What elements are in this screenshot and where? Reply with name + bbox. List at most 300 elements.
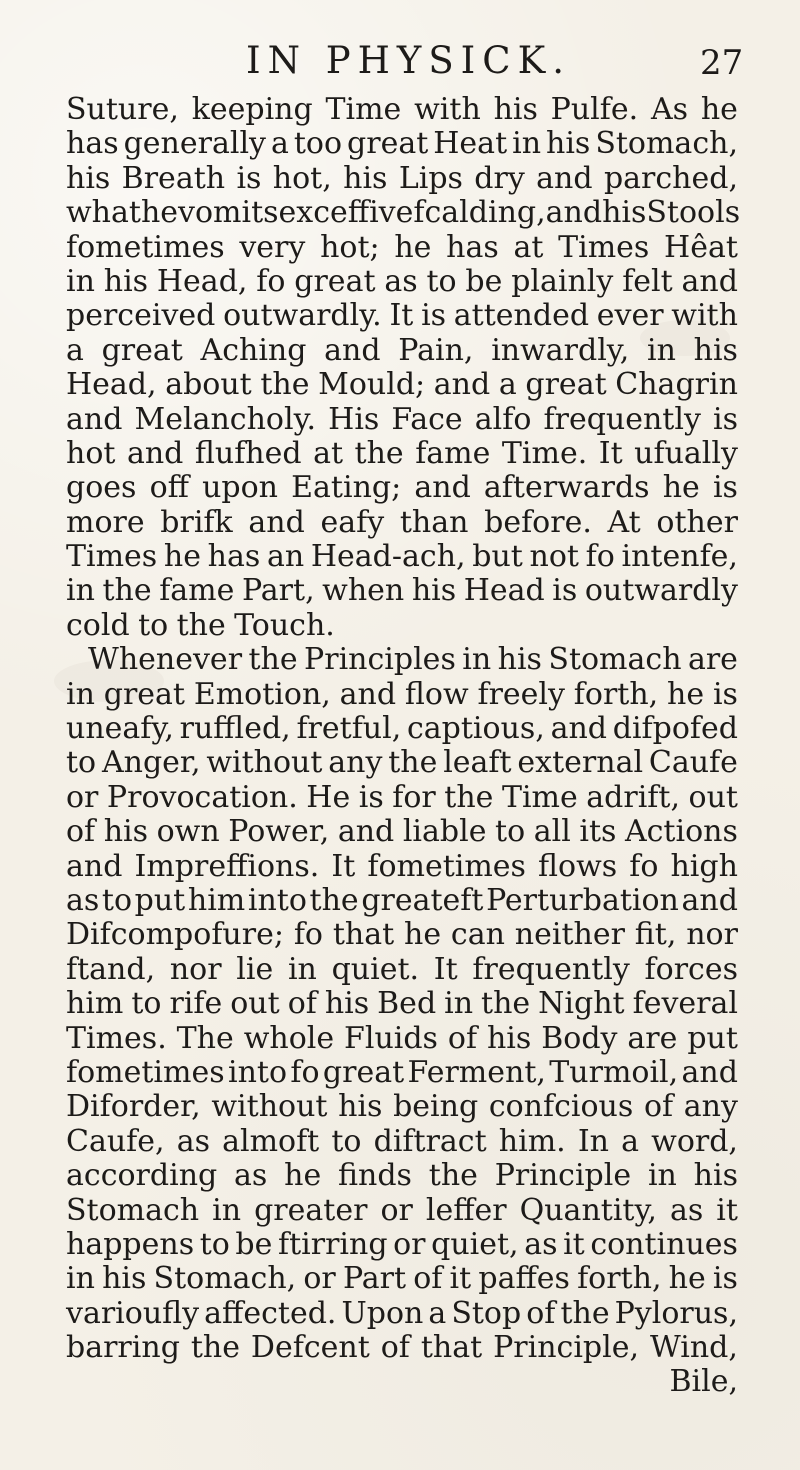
word: confcious (488, 1089, 634, 1125)
word: about (165, 367, 252, 403)
word: but (472, 539, 523, 575)
word: his (338, 1089, 383, 1125)
word: to (495, 814, 526, 850)
word: to (426, 263, 457, 299)
word: Head (463, 573, 545, 609)
word: any (328, 745, 383, 781)
word: being (393, 1089, 479, 1125)
word: of (287, 986, 317, 1022)
word: Ferment, (407, 1054, 546, 1090)
word: Part (342, 1261, 407, 1297)
word: Caufe, (66, 1123, 165, 1159)
word: fometimes (367, 848, 526, 884)
word: great (525, 367, 607, 403)
word: outwardly. (223, 298, 382, 334)
word: freely (477, 676, 565, 712)
running-head (0, 39, 800, 94)
word: leffer (425, 1192, 507, 1228)
word: fometimes (66, 1054, 225, 1090)
word: or (303, 1261, 336, 1297)
word: in (212, 1192, 242, 1228)
word: his (103, 814, 149, 850)
word: as (670, 1192, 704, 1228)
text-line (66, 781, 738, 815)
word: Stomach (548, 642, 682, 678)
word: fo (629, 848, 659, 884)
word: in (512, 126, 542, 162)
word: Stools (646, 195, 741, 231)
word: Actions (624, 814, 738, 850)
word: be (235, 1226, 273, 1262)
word: greater (254, 1192, 368, 1228)
word: with (671, 298, 738, 334)
word: at (313, 435, 344, 471)
word: he (394, 229, 432, 265)
word: his (493, 92, 538, 127)
text-line (66, 334, 738, 368)
word: hot, (272, 160, 332, 196)
word: Stomach, (153, 1261, 297, 1297)
word: Provocation. (106, 779, 298, 815)
text-line (66, 127, 738, 161)
word: to (138, 607, 169, 643)
text-line (66, 368, 738, 402)
word: more (66, 504, 145, 540)
word: or (393, 1226, 426, 1262)
word: great (322, 1054, 405, 1090)
text-line (66, 540, 738, 574)
text-line (66, 953, 738, 987)
word: varioufly (66, 1295, 200, 1331)
word: and (414, 470, 471, 506)
word: in (66, 573, 95, 609)
word: difpofed (612, 711, 738, 747)
word: It (433, 951, 458, 987)
word: too (293, 126, 343, 162)
word: and (545, 195, 603, 231)
word: when (322, 573, 405, 609)
word: and (337, 814, 395, 850)
word: of (643, 1089, 674, 1125)
word: captious, (406, 711, 545, 747)
word: with (414, 92, 481, 127)
word: what (66, 195, 141, 231)
word: Times (558, 229, 650, 265)
text-line (66, 1056, 738, 1090)
word: Quantity, (519, 1192, 657, 1228)
word: the (560, 1295, 610, 1331)
word: keeping (191, 92, 313, 127)
word: frequently (472, 951, 630, 987)
word: Suture, (66, 92, 179, 127)
word: a (498, 367, 517, 403)
word: of (447, 1020, 478, 1056)
word: is (358, 779, 384, 815)
word: fcalding, (413, 195, 546, 231)
catchword (66, 1365, 738, 1399)
word: cold (66, 607, 130, 643)
word: quiet, (431, 1226, 519, 1262)
word: without (206, 745, 323, 781)
word: he (163, 539, 201, 575)
text-line (66, 574, 738, 608)
word: it (563, 1226, 585, 1262)
word: uneafy, (66, 711, 174, 747)
word: has (446, 229, 499, 265)
word: Perturbation (486, 882, 679, 918)
word: forth, (573, 676, 659, 712)
word: liable (402, 814, 487, 850)
word: a (428, 1295, 447, 1331)
word: nor (686, 917, 738, 953)
text-line (66, 609, 738, 643)
word: perceived (66, 298, 216, 334)
word: without (211, 1089, 328, 1125)
page-number: 27 (700, 43, 744, 83)
word: all (533, 814, 571, 850)
word: according (66, 1158, 218, 1194)
word: he (662, 470, 700, 506)
word: felt (622, 263, 673, 299)
word: afterwards (483, 470, 650, 506)
text-line (66, 265, 738, 299)
text-line (66, 437, 738, 471)
word: any (683, 1089, 738, 1125)
word: in (66, 263, 95, 299)
word: fit, (634, 917, 677, 953)
text-line (66, 918, 738, 952)
word: paffes (478, 1261, 570, 1297)
word: Breath (121, 160, 226, 196)
text-line (66, 1331, 738, 1365)
word: upon (202, 470, 278, 506)
word: Principle (494, 1158, 632, 1194)
word: his (66, 160, 111, 196)
word: and (66, 848, 123, 884)
word: in (444, 986, 474, 1022)
word: Diforder, (66, 1089, 201, 1125)
word: in (647, 332, 676, 368)
text-line (66, 299, 738, 333)
word: quiet. (331, 951, 420, 987)
word: Bed (377, 986, 437, 1022)
word: as (524, 1226, 558, 1262)
word: ftirring (277, 1226, 388, 1262)
word: him (66, 986, 124, 1022)
word: ruffled, (179, 711, 291, 747)
text-line (66, 506, 738, 540)
word: Time (501, 779, 578, 815)
text-line (66, 1228, 738, 1262)
word: Stop (451, 1295, 522, 1331)
word: he (668, 1261, 706, 1297)
word: fo (290, 1054, 320, 1090)
word: Eating; (291, 470, 402, 506)
word: is (236, 160, 262, 196)
word: the (428, 1158, 478, 1194)
word: the (354, 435, 404, 471)
word: Time (325, 92, 402, 127)
word: as (384, 263, 418, 299)
word: Hêat (664, 229, 738, 265)
word: his (497, 642, 542, 678)
word: the (481, 986, 531, 1022)
word: that (420, 1330, 483, 1366)
word: finds (338, 1158, 412, 1194)
word: he (404, 917, 442, 953)
word: plainly (511, 263, 614, 299)
word: ufually (634, 435, 738, 471)
word: Defcent (250, 1330, 370, 1366)
word: Principles (304, 642, 456, 678)
word: him. (498, 1123, 566, 1159)
word: Difcompofure; (66, 917, 284, 953)
word: his (102, 1261, 147, 1297)
word: the (388, 745, 438, 781)
word: is (552, 573, 578, 609)
body-text (66, 92, 741, 1400)
text-line (66, 815, 738, 849)
word: him (187, 882, 246, 918)
word: to (101, 882, 133, 918)
word: Body (541, 1020, 618, 1056)
word: Face (391, 401, 463, 437)
word: for (392, 779, 436, 815)
word: barring (66, 1330, 180, 1366)
word: At (607, 504, 641, 540)
word: Turmoil, (549, 1054, 679, 1090)
word: whole (243, 1020, 335, 1056)
word: at (513, 229, 544, 265)
word: the (444, 779, 494, 815)
word: fretful, (296, 711, 402, 747)
word: Chagrin (615, 367, 738, 403)
word: Mould; (318, 367, 426, 403)
word: put (687, 1020, 738, 1056)
word: of (66, 814, 96, 850)
word: exceffive (278, 195, 414, 231)
word: has (207, 539, 261, 575)
word: and (66, 401, 123, 437)
word: his (546, 126, 591, 162)
word: fame (159, 573, 235, 609)
text-line (66, 643, 738, 677)
word: other (656, 504, 738, 540)
word: flows (538, 848, 618, 884)
word: or (66, 779, 99, 815)
word: inwardly, (491, 332, 630, 368)
word: Anger, (101, 745, 201, 781)
word: his (343, 160, 388, 196)
word: it (716, 1192, 738, 1228)
word: continues (590, 1226, 738, 1262)
word: his (324, 986, 370, 1022)
word: is (713, 401, 738, 437)
word: Head, (156, 263, 248, 299)
word: rife (169, 986, 223, 1022)
word: Whenever (88, 642, 243, 678)
word: alfo (474, 401, 532, 437)
word: nor (169, 951, 222, 987)
word: His (328, 401, 380, 437)
word: almoft (222, 1123, 320, 1159)
word: his (693, 332, 738, 368)
word: are (687, 642, 738, 678)
word: in (647, 1158, 677, 1194)
word: its (579, 814, 617, 850)
word: the (260, 367, 310, 403)
word: is (421, 298, 447, 334)
catchword-text: Bile, (669, 1364, 738, 1400)
text-line (66, 1090, 738, 1124)
word: external (517, 745, 644, 781)
word: great (101, 332, 183, 368)
word: happens (66, 1226, 195, 1262)
word: It (389, 298, 414, 334)
word: to (331, 1123, 362, 1159)
word: It (331, 848, 356, 884)
word: In (577, 1123, 609, 1159)
text-line (66, 231, 738, 265)
word: vomits (178, 195, 279, 231)
word: his (602, 195, 647, 231)
word: leaft (443, 745, 512, 781)
word: and (248, 504, 305, 540)
word: is (712, 1261, 738, 1297)
word: forces (644, 951, 738, 987)
word: into (247, 882, 307, 918)
word: as (234, 1158, 268, 1194)
text-line (66, 712, 738, 746)
word: generally (123, 126, 266, 162)
word: greateft (361, 882, 484, 918)
word: forth, (577, 1261, 662, 1297)
word: fo (585, 539, 615, 575)
text-line (66, 162, 738, 196)
word: flow (404, 676, 469, 712)
word: eafy (320, 504, 385, 540)
word: is (712, 676, 738, 712)
word: attended (453, 298, 590, 334)
word: off (149, 470, 189, 506)
word: Caufe (648, 745, 738, 781)
word: ftand, (66, 951, 156, 987)
word: fo (256, 263, 286, 299)
word: Wind, (649, 1330, 738, 1366)
word: the (309, 882, 359, 918)
word: he (700, 92, 738, 127)
word: Aching (200, 332, 307, 368)
word: affected. (204, 1295, 337, 1331)
word: Heat (433, 126, 508, 162)
word: can (450, 917, 505, 953)
word: great (347, 126, 429, 162)
word: frequently (543, 401, 701, 437)
word: diftract (373, 1123, 487, 1159)
text-line (66, 987, 738, 1021)
word: flufhed (194, 435, 302, 471)
word: his (103, 263, 149, 299)
word: Time. (501, 435, 588, 471)
word: to (131, 986, 162, 1022)
word: in (66, 676, 95, 712)
word: in (287, 951, 317, 987)
text-line (66, 403, 738, 437)
word: his (693, 1158, 738, 1194)
word: Fluids (344, 1020, 438, 1056)
word: in (66, 1261, 95, 1297)
text-line (66, 195, 741, 231)
word: in (462, 642, 492, 678)
word: Pulfe. (550, 92, 639, 127)
word: the (190, 1330, 240, 1366)
word: Upon (341, 1295, 424, 1331)
word: and (681, 263, 738, 299)
word: feveral (632, 986, 738, 1022)
word: The (176, 1020, 234, 1056)
word: out (688, 779, 738, 815)
text-line (66, 884, 738, 918)
word: not (529, 539, 579, 575)
running-title: IN PHYSICK. (246, 39, 572, 82)
word: the (248, 642, 298, 678)
word: great (103, 676, 185, 712)
text-line (66, 850, 738, 884)
word: He (306, 779, 351, 815)
word: to (199, 1226, 230, 1262)
word: Stomach, (595, 126, 738, 162)
word: out (230, 986, 280, 1022)
word: the (176, 607, 226, 643)
word: as (66, 882, 100, 918)
word: put (134, 882, 186, 918)
word: fame (415, 435, 491, 471)
text-line (66, 1194, 738, 1228)
text-line (66, 746, 738, 780)
word: and (536, 160, 593, 196)
word: great (294, 263, 376, 299)
word: Lips (398, 160, 463, 196)
word: is (712, 470, 738, 506)
word: his (411, 573, 457, 609)
word: it (449, 1261, 472, 1297)
word: of (413, 1261, 443, 1297)
word: outwardly (584, 573, 738, 609)
word: intenfe, (621, 539, 738, 575)
word: and (324, 332, 381, 368)
word: adrift, (586, 779, 680, 815)
word: Stomach (66, 1192, 200, 1228)
text-line (66, 1022, 738, 1056)
word: his (486, 1020, 532, 1056)
word: own (156, 814, 220, 850)
word: Touch. (234, 607, 335, 643)
word: and (433, 367, 491, 403)
text-line (66, 1262, 738, 1296)
word: fometimes (66, 229, 225, 265)
word: neither (514, 917, 625, 953)
word: into (227, 1054, 288, 1090)
word: parched, (603, 160, 738, 196)
word: Principle, (493, 1330, 640, 1366)
text-line (66, 1297, 738, 1331)
word: be (465, 263, 503, 299)
word: he (667, 676, 705, 712)
word: that (332, 917, 395, 953)
word: Head-ach, (310, 539, 466, 575)
word: Pain, (398, 332, 474, 368)
word: to (66, 745, 97, 781)
